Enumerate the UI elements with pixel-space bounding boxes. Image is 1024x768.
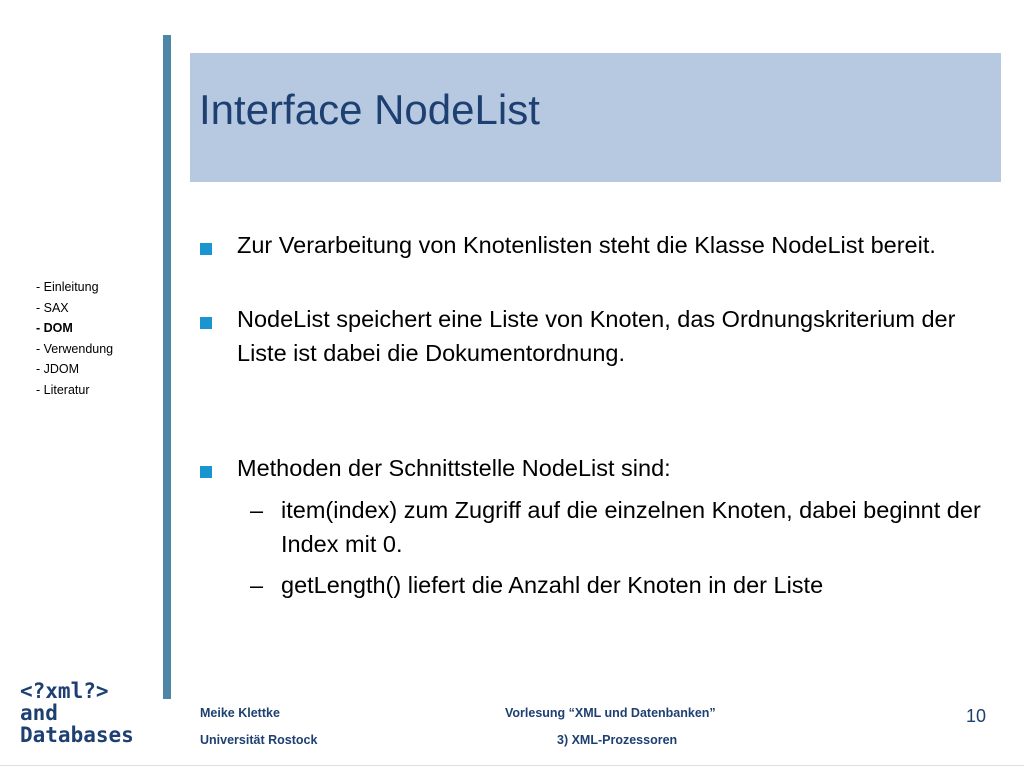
logo-line: <?xml?> xyxy=(20,679,109,703)
footer-university: Universität Rostock xyxy=(200,733,318,747)
xml-databases-logo xyxy=(20,680,134,746)
side-nav-item-verwendung[interactable]: - Verwendung xyxy=(36,341,114,356)
bullet-square-icon xyxy=(200,317,212,329)
footer-course: Vorlesung “XML und Datenbanken” xyxy=(505,706,716,720)
footer-chapter: 3) XML-Prozessoren xyxy=(557,733,678,747)
logo-line: Databases xyxy=(20,723,134,747)
sub-bullet-text: item(index) zum Zugriff auf die einzelnen Knoten, dabei beginnt der Index mit 0. xyxy=(281,497,981,557)
bullet-text: NodeList speichert eine Liste von Knoten, das Ordnungskriterium der Liste ist dabei die Dokumentordnung. xyxy=(237,306,956,366)
side-nav-item-dom[interactable]: - DOM xyxy=(36,321,73,335)
sub-bullet-text: getLength() liefert die Anzahl der Knoten in der Liste xyxy=(281,572,824,598)
accent-bar xyxy=(163,35,171,699)
side-nav-item-literatur[interactable]: - Literatur xyxy=(36,382,90,397)
side-nav xyxy=(36,277,113,400)
bullet-square-icon xyxy=(200,243,212,255)
logo-line: and xyxy=(20,701,58,725)
side-nav-item-einleitung[interactable]: - Einleitung xyxy=(36,280,99,294)
slide-title: Interface NodeList xyxy=(199,86,540,133)
sub-bullet-dash: – xyxy=(250,497,264,523)
side-nav-item-jdom[interactable]: - JDOM xyxy=(36,362,80,376)
bullet-text: Zur Verarbeitung von Knotenlisten steht die Klasse NodeList bereit. xyxy=(237,232,936,258)
bottom-divider xyxy=(0,765,1024,766)
footer-author: Meike Klettke xyxy=(200,706,280,720)
bullet-square-icon xyxy=(200,466,212,478)
side-nav-item-sax[interactable]: - SAX xyxy=(36,300,69,315)
bullet-text: Methoden der Schnittstelle NodeList sind: xyxy=(237,455,671,481)
sub-bullet-dash: – xyxy=(250,572,264,598)
page-number: 10 xyxy=(966,706,987,726)
